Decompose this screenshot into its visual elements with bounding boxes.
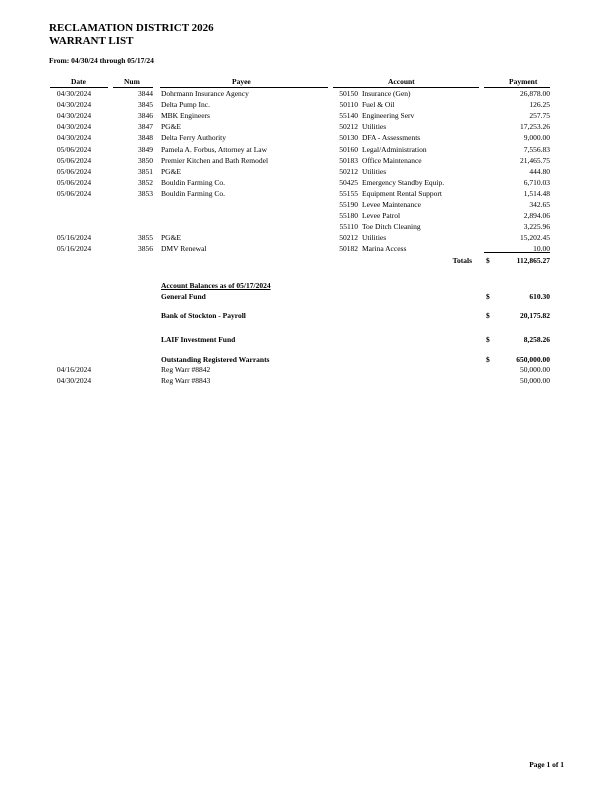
row-date: 04/30/2024	[56, 122, 92, 132]
row-account-name: Utilities	[362, 122, 387, 132]
row-date: 04/30/2024	[56, 100, 92, 110]
warrant-value: 50,000.00	[520, 365, 550, 374]
table-row	[0, 99, 612, 110]
table-row	[0, 88, 612, 99]
row-payee: PG&E	[161, 122, 182, 132]
balance-value-general-fund: 610.30	[529, 292, 550, 301]
row-payee: Delta Pump Inc.	[161, 100, 210, 110]
row-account-name: Insurance (Gen)	[362, 89, 411, 98]
balance-label-outstanding-warrants: Outstanding Registered Warrants	[161, 355, 270, 364]
row-payment: 126.25	[529, 100, 550, 110]
row-date: 04/30/2024	[56, 133, 92, 143]
totals-label: Totals	[452, 256, 472, 265]
row-payment: 15,202.45	[520, 233, 550, 243]
row-account-name: Emergency Standby Equip.	[362, 177, 445, 187]
row-payment: 3,225.96	[523, 222, 550, 232]
table-row	[0, 210, 612, 221]
row-payee: Dohrmann Insurance Agency	[161, 89, 249, 98]
row-account-number: 50183	[339, 155, 358, 165]
row-payment: 7,556.83	[523, 144, 550, 154]
row-account-name: Legal/Administration	[362, 144, 427, 154]
totals-value: 112,865.27	[516, 256, 550, 265]
warrant-date: 04/30/2024	[56, 376, 92, 385]
balance-value-outstanding-warrants: 650,000.00	[516, 355, 550, 364]
balance-currency: $	[486, 311, 490, 320]
row-num: 3850	[138, 155, 153, 165]
row-date: 05/06/2024	[56, 155, 92, 165]
row-account-number: 55155	[339, 188, 358, 198]
balance-label-general-fund: General Fund	[161, 292, 206, 301]
row-num: 3851	[138, 166, 153, 176]
row-account-name: Marina Access	[362, 244, 407, 254]
row-account-name: Levee Maintenance	[362, 200, 421, 209]
page-number: Page 1 of 1	[529, 760, 564, 769]
document-title: WARRANT LIST	[49, 35, 134, 47]
column-header-date: Date	[71, 77, 86, 86]
row-account-name: Utilities	[362, 233, 387, 243]
row-payee: DMV Renewal	[161, 244, 207, 254]
warrant-label: Reg Warr #8843	[161, 376, 211, 385]
row-account-number: 50110	[339, 100, 358, 110]
row-payment: 17,253.26	[520, 122, 550, 132]
row-num: 3853	[138, 188, 153, 198]
table-row	[0, 221, 612, 232]
row-account-number: 55180	[339, 211, 358, 221]
table-row	[0, 144, 612, 155]
table-row	[0, 132, 612, 143]
row-date: 04/30/2024	[56, 111, 92, 121]
row-account-name: Toe Ditch Cleaning	[362, 222, 421, 232]
row-num: 3847	[138, 122, 153, 132]
row-account-name: Equipment Rental Support	[362, 188, 442, 198]
row-payee: Bouldin Farming Co.	[161, 177, 225, 187]
row-payment: 1,514.48	[523, 188, 550, 198]
column-header-account: Account	[388, 77, 415, 86]
totals-currency: $	[486, 256, 490, 265]
balance-value-payroll: 20,175.82	[520, 311, 550, 320]
row-num: 3849	[138, 144, 153, 154]
row-payment: 9,000.00	[523, 133, 550, 143]
row-account-number: 50212	[339, 122, 358, 132]
registered-warrant-row	[0, 364, 612, 375]
row-date: 05/06/2024	[56, 177, 92, 187]
totals-rule	[484, 252, 550, 253]
table-row	[0, 188, 612, 199]
row-num: 3852	[138, 177, 153, 187]
table-row	[0, 177, 612, 188]
row-account-name: Engineering Serv	[362, 111, 415, 121]
row-account-number: 55110	[339, 222, 358, 232]
row-num: 3846	[138, 111, 153, 121]
row-account-number: 50425	[339, 177, 358, 187]
table-row	[0, 155, 612, 166]
row-payment: 257.75	[529, 111, 550, 121]
row-date: 05/06/2024	[56, 144, 92, 154]
row-account-number: 50160	[339, 144, 358, 154]
row-num: 3845	[138, 100, 153, 110]
row-payee: Bouldin Farming Co.	[161, 188, 225, 198]
row-account-number: 55140	[339, 111, 358, 121]
row-payee: PG&E	[161, 233, 182, 243]
balance-value-laif: 8,258.26	[523, 335, 550, 344]
row-num: 3848	[138, 133, 153, 143]
row-account-number: 50212	[339, 166, 358, 176]
row-payment: 342.65	[529, 200, 550, 209]
registered-warrant-row	[0, 375, 612, 386]
row-payee: PG&E	[161, 166, 182, 176]
row-payee: Delta Ferry Authority	[161, 133, 226, 143]
table-row	[0, 232, 612, 243]
date-range: From: 04/30/24 through 05/17/24	[49, 56, 154, 65]
account-balances-title: Account Balances as of 05/17/2024	[161, 281, 271, 290]
row-date: 05/16/2024	[56, 244, 92, 254]
balance-currency: $	[486, 335, 490, 344]
row-payment: 21,465.75	[520, 155, 550, 165]
table-row	[0, 166, 612, 177]
row-date: 05/06/2024	[56, 188, 92, 198]
column-header-payment: Payment	[509, 77, 538, 86]
row-account-name: Utilities	[362, 166, 387, 176]
table-row	[0, 121, 612, 132]
row-date: 05/16/2024	[56, 233, 92, 243]
row-payment: 6,710.03	[523, 177, 550, 187]
row-num: 3856	[138, 244, 153, 254]
row-num: 3855	[138, 233, 153, 243]
row-account-number: 50182	[339, 244, 358, 254]
row-account-name: Fuel & Oil	[362, 100, 395, 110]
warrant-value: 50,000.00	[520, 376, 550, 385]
row-date: 05/06/2024	[56, 166, 92, 176]
row-payee: Premier Kitchen and Bath Remodel	[161, 155, 269, 165]
row-account-number: 50130	[339, 133, 358, 143]
row-account-name: Levee Patrol	[362, 211, 401, 221]
row-payment: 10.00	[533, 244, 550, 254]
row-account-name: Office Maintenance	[362, 155, 422, 165]
column-header-num: Num	[124, 77, 140, 86]
row-account-number: 50150	[339, 89, 358, 98]
row-payee: MBK Engineers	[161, 111, 210, 121]
row-account-number: 55190	[339, 200, 358, 209]
table-row	[0, 199, 612, 210]
row-payee: Pamela A. Forbus, Attorney at Law	[161, 144, 268, 154]
row-payment: 444.80	[529, 166, 550, 176]
row-num: 3844	[138, 89, 153, 98]
table-row	[0, 110, 612, 121]
row-date: 04/30/2024	[56, 89, 92, 98]
row-payment: 2,894.06	[523, 211, 550, 221]
organization-title: RECLAMATION DISTRICT 2026	[49, 22, 214, 34]
balance-label-payroll: Bank of Stockton - Payroll	[161, 311, 246, 320]
row-payment: 26,878.00	[520, 89, 550, 98]
balance-label-laif: LAIF Investment Fund	[161, 335, 236, 344]
row-account-name: DFA - Assessments	[362, 133, 421, 143]
balance-currency: $	[486, 355, 490, 364]
balance-currency: $	[486, 292, 490, 301]
warrant-label: Reg Warr #8842	[161, 365, 211, 374]
warrant-date: 04/16/2024	[56, 365, 92, 374]
column-header-payee: Payee	[232, 77, 251, 86]
row-account-number: 50212	[339, 233, 358, 243]
